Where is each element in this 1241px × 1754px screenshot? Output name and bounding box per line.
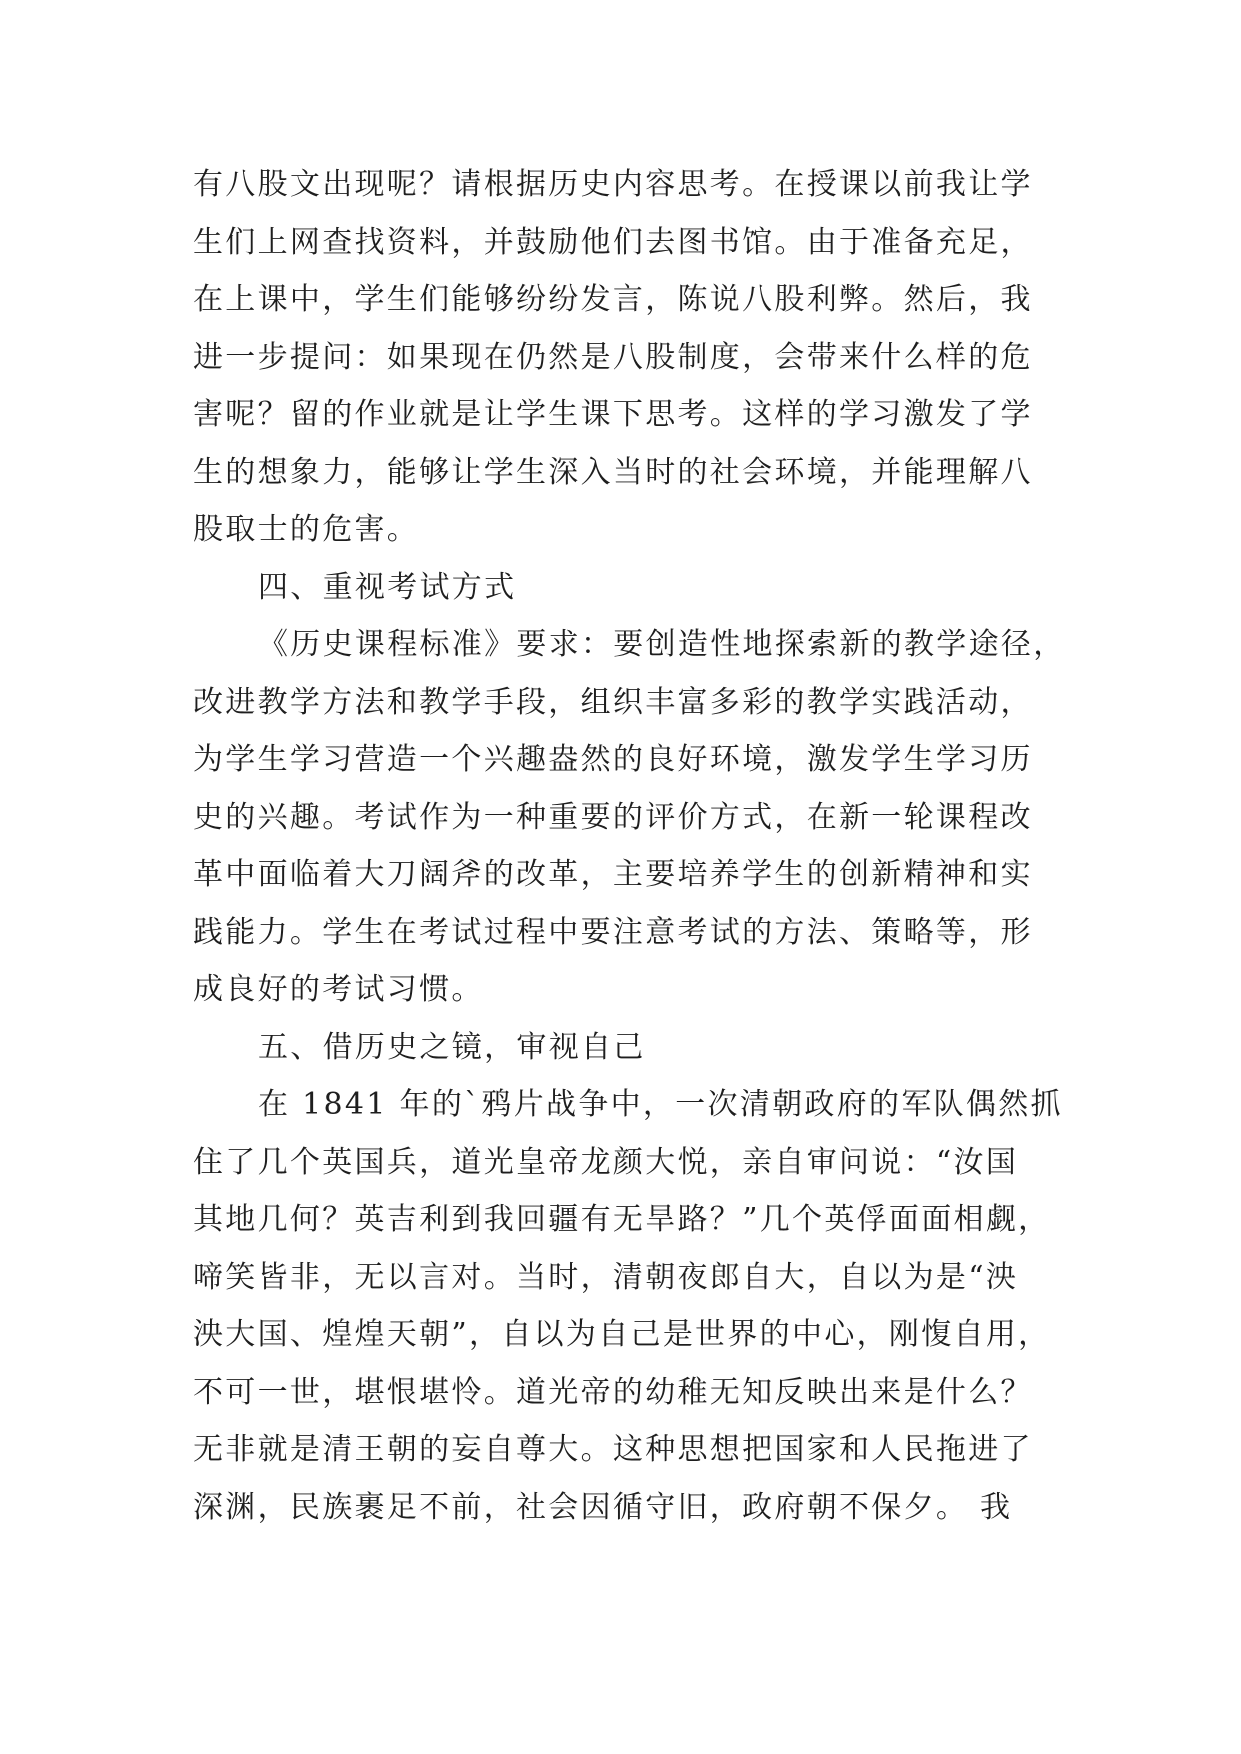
text-line: 其地几何？英吉利到我回疆有无旱路？”几个英俘面面相觑， [193,1202,1051,1237]
text-line: 践能力。学生在考试过程中要注意考试的方法、策略等，形 [193,914,1033,950]
text-line: 革中面临着大刀阔斧的改革，主要培养学生的创新精神和实 [193,857,1033,892]
text-line: 害呢？留的作业就是让学生课下思考。这样的学习激发了学 [193,397,1033,432]
text-line: 成良好的考试习惯。 [193,972,484,1007]
text-line: 改进教学方法和教学手段，组织丰富多彩的教学实践活动， [193,684,1033,720]
text-line: 为学生学习营造一个兴趣盎然的良好环境，激发学生学习历 [193,742,1033,777]
text-line: 深渊，民族裹足不前，社会因循守旧，政府朝不保夕。 我 [193,1489,1013,1525]
text-line: 生的想象力，能够让学生深入当时的社会环境，并能理解八 [193,454,1033,490]
text-line: 泱大国、煌煌天朝”，自以为自己是世界的中心，刚愎自用， [193,1317,1051,1352]
paragraph-start-line: 《历史课程标准》要求：要创造性地探索新的教学途径， [258,627,1066,662]
text-line: 无非就是清王朝的妄自尊大。这种思想把国家和人民拖进了 [193,1432,1033,1467]
text-line: 进一步提问：如果现在仍然是八股制度，会带来什么样的危 [193,339,1033,375]
document-body [193,156,1066,1536]
text-line: 股取士的危害。 [193,512,420,547]
text-line: 住了几个英国兵，道光皇帝龙颜大悦，亲自审问说：“汝国 [193,1144,1019,1180]
text-line: 在上课中，学生们能够纷纷发言，陈说八股利弊。然后，我 [193,282,1033,317]
text-line: 不可一世，堪恨堪怜。道光帝的幼稚无知反映出来是什么？ [193,1374,1033,1410]
text-line: 啼笑皆非，无以言对。当时，清朝夜郎自大，自以为是“泱 [193,1259,1019,1295]
paragraph-start-line: 五、借历史之镜，审视自己 [258,1029,646,1065]
paragraph-start-line: 四、重视考试方式 [258,569,517,605]
text-line: 生们上网查找资料，并鼓励他们去图书馆。由于准备充足， [193,224,1033,260]
text-line: 史的兴趣。考试作为一种重要的评价方式，在新一轮课程改 [193,799,1033,835]
paragraph-start-line: 在 1841 年的`鸦片战争中，一次清朝政府的军队偶然抓 [258,1087,1063,1122]
text-line: 有八股文出现呢？请根据历史内容思考。在授课以前我让学 [193,167,1033,202]
